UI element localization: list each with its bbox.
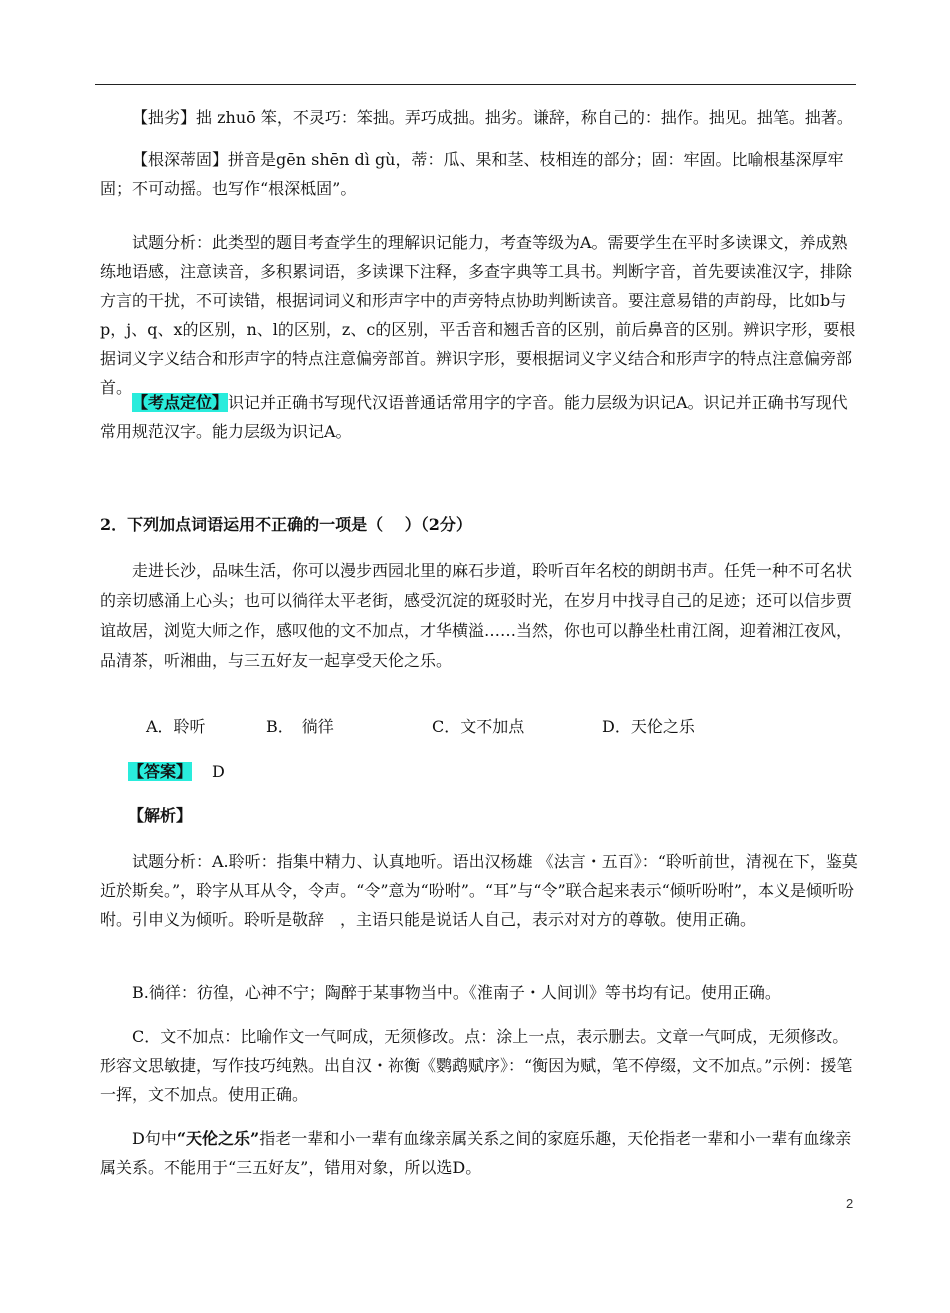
definition-genshendigu: [100, 145, 860, 203]
explanation-d-text: 指老一辈和小一辈有血缘亲属关系之间的家庭乐趣，天伦指老一辈和小一辈有血缘亲属关系。不能用于“三五好友”，错用对象，所以选D。: [100, 1129, 852, 1177]
question-2-passage: 走进长沙，品味生活，你可以漫步西园北里的麻石步道，聆听百年名校的朗朗书声。任凭一种不可名状的亲切感涌上心头；也可以徜徉太平老街，感受沉淀的斑驳时光，在岁月中找寻自己的足迹；还可以信步贾谊故居，浏览大师之作，感叹他的文不加点，才华横溢……当然，你也可以静坐杜甫江阁，迎着湘江夜风，品清茶，听湘曲，与三五好友一起享受天伦之乐。: [100, 561, 853, 670]
definition-zhuolie: [100, 103, 860, 132]
kaodian-label: 【考点定位】: [132, 393, 229, 412]
question-2-title: 2．下列加点词语运用不正确的一项是（ ）（2分）: [100, 515, 472, 534]
explanation-b: B.徜徉：彷徨，心神不宁；陶醉于某事物当中。《淮南子・人间训》等书均有记。使用正确。: [132, 983, 781, 1002]
kaodian-paragraph: [100, 388, 860, 446]
question-2-options: [146, 712, 906, 741]
answer-label: 【答案】: [128, 762, 193, 781]
jiexi-label: 【解析】: [128, 806, 193, 825]
definition-term: 【拙劣】: [132, 108, 197, 127]
explanation-a: 试题分析：A.聆听：指集中精力、认真地听。语出汉杨雄 《法言・五百》：“聆听前世，清视在下，鉴莫近於斯矣。”，聆字从耳从令，令声。“令”意为“吩咐”。“耳”与“令”联合起来表示“倾听吩咐”，本义是倾听吩咐。引申义为倾听。聆听是敬辞 ，主语只能是说话人自己，表示对对方的尊敬。使用正确。: [100, 852, 858, 929]
option-c: C．文不加点: [432, 717, 525, 736]
answer-line: [128, 757, 888, 786]
kaodian-text: 识记并正确书写现代汉语普通话常用字的字音。能力层级为识记A。识记并正确书写现代常用规范汉字。能力层级为识记A。: [100, 393, 848, 441]
option-d: D．天伦之乐: [602, 717, 695, 736]
explanation-d-prefix: D句中: [132, 1129, 177, 1148]
definition-term: 【根深蒂固】: [132, 150, 229, 169]
analysis-paragraph: 试题分析：此类型的题目考查学生的理解识记能力，考查等级为A。需要学生在平时多读课文，养成熟练地语感，注意读音，多积累词语，多读课下注释，多查字典等工具书。判断字音，首先要读准汉字，排除方言的干扰，不可读错，根据词词义和形声字中的声旁特点协助判断读音。要注意易错的声韵母，比如b与p，j、q、x的区别，n、l的区别，z、c的区别，平舌音和翘舌音的区别，前后鼻音的区别。辨识字形，要根据词义字义结合和形声字的特点注意偏旁部首。辨识字形，要根据词义字义结合和形声字的特点注意偏旁部首。: [100, 233, 856, 397]
option-b: B． 徜徉: [266, 717, 334, 736]
definition-text: 拼音是gēn shēn dì gù，蒂：瓜、果和茎、枝相连的部分；固：牢固。比喻根基深厚牢固；不可动摇。也写作“根深柢固”。: [100, 150, 844, 198]
definition-text: 拙 zhuō 笨，不灵巧：笨拙。弄巧成拙。拙劣。谦辞，称自己的：拙作。拙见。拙笔。拙著。: [196, 108, 853, 127]
page-number: 2: [846, 1196, 854, 1211]
explanation-c: C．文不加点：比喻作文一气呵成，无须修改。点：涂上一点，表示删去。文章一气呵成，无须修改。形容文思敏捷，写作技巧纯熟。出自汉・祢衡《鹦鹉赋序》：“衡因为赋，笔不停缀，文不加点。”示例：援笔一挥，文不加点。使用正确。: [100, 1027, 853, 1104]
answer-value: D: [212, 762, 225, 781]
explanation-d-term: “天伦之乐”: [176, 1129, 260, 1148]
header-rule: [95, 84, 856, 85]
explanation-d: [100, 1124, 860, 1182]
option-a: A．聆听: [146, 717, 206, 736]
